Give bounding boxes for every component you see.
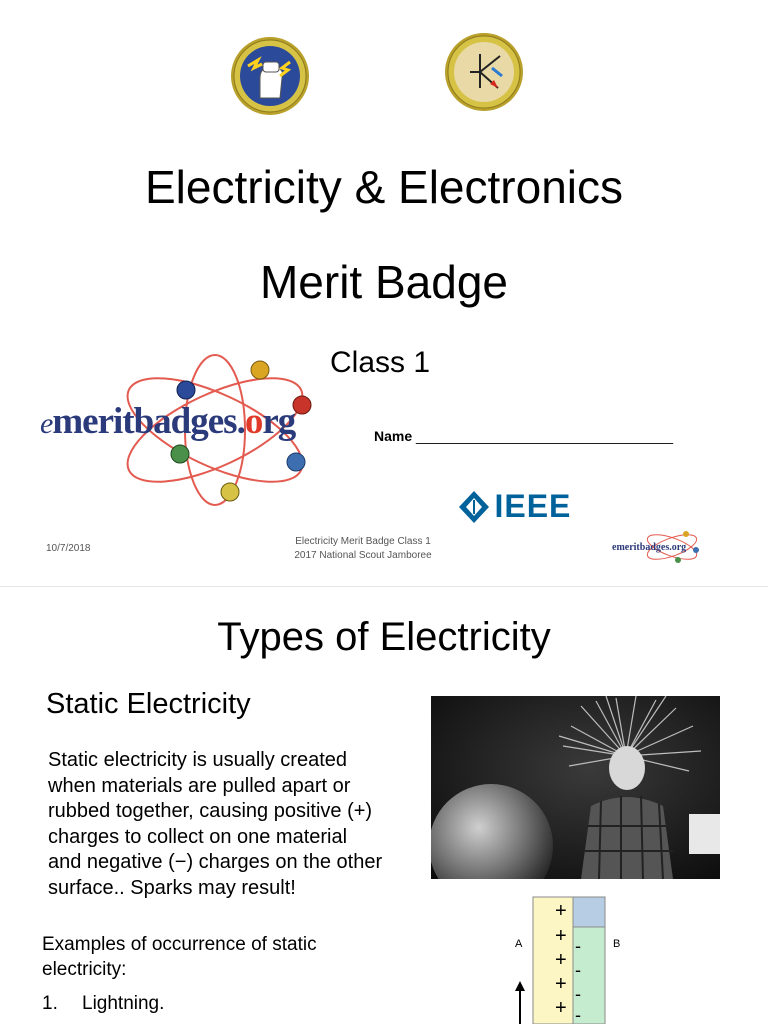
footer-center xyxy=(258,535,468,563)
distance-arrow-icon xyxy=(515,981,525,1024)
footer-date: 10/7/2018 xyxy=(46,543,91,554)
plus-charge-1: + xyxy=(555,900,567,922)
mini-logo-text: emeritbadges.org xyxy=(612,542,687,553)
ieee-diamond-icon xyxy=(458,490,490,524)
footer-center-line-1: Electricity Merit Badge Class 1 xyxy=(295,536,431,547)
plus-charge-5: + xyxy=(555,997,567,1019)
slide-2-title: Types of Electricity xyxy=(217,615,551,659)
examples-intro-line-2: electricity: xyxy=(42,959,127,980)
diagram-label-a: A xyxy=(515,938,523,950)
examples-intro xyxy=(42,932,317,982)
electronics-merit-badge-icon xyxy=(444,32,524,112)
example-text: Lightning. xyxy=(82,993,165,1014)
minus-charge-3: - xyxy=(575,984,581,1004)
description-line-2: when materials are pulled apart or xyxy=(48,774,351,797)
electricity-merit-badge-icon xyxy=(230,36,310,116)
example-number: 1. xyxy=(42,993,58,1014)
charge-separation-diagram xyxy=(505,895,625,1024)
slide-title-line-1: Electricity & Electronics xyxy=(144,161,623,213)
description-line-5: and negative (−) charges on the other xyxy=(48,851,383,873)
name-label: Name xyxy=(374,428,413,444)
logo-wordmark: emeritbadges.org xyxy=(40,401,296,442)
description-line-6: surface.. Sparks may result! xyxy=(48,876,296,899)
footer-mini-logo xyxy=(612,530,702,564)
slide-title-line-2: Merit Badge xyxy=(259,256,508,308)
minus-charge-4: - xyxy=(575,1005,581,1024)
ieee-logo xyxy=(458,488,571,522)
plus-charge-3: + xyxy=(555,949,567,971)
example-item-1 xyxy=(42,993,164,1015)
minus-charge-1: - xyxy=(575,936,581,956)
minus-charge-2: - xyxy=(575,960,581,980)
class-subtitle: Class 1 xyxy=(330,346,431,379)
plus-charge-4: + xyxy=(555,973,567,995)
ieee-text: IEEE xyxy=(494,488,572,524)
description-line-4: charges to collect on one material xyxy=(48,825,348,848)
description-line-1: Static electricity is usually created xyxy=(48,749,348,771)
examples-intro-line-1: Examples of occurrence of static xyxy=(42,934,317,955)
diagram-label-b: B xyxy=(613,938,621,950)
section-heading: Static Electricity xyxy=(46,688,251,720)
name-field xyxy=(374,428,673,444)
footer-center-line-2: 2017 National Scout Jamboree xyxy=(294,550,432,561)
plus-charge-2: + xyxy=(555,925,567,947)
static-description xyxy=(48,748,408,901)
name-blank-line[interactable]: _________________________________ xyxy=(416,428,673,444)
static-hair-photo xyxy=(431,696,720,879)
description-line-3: rubbed together, causing positive (+) xyxy=(48,800,373,822)
emeritbadges-logo xyxy=(40,350,330,510)
slide-2 xyxy=(0,587,768,1024)
